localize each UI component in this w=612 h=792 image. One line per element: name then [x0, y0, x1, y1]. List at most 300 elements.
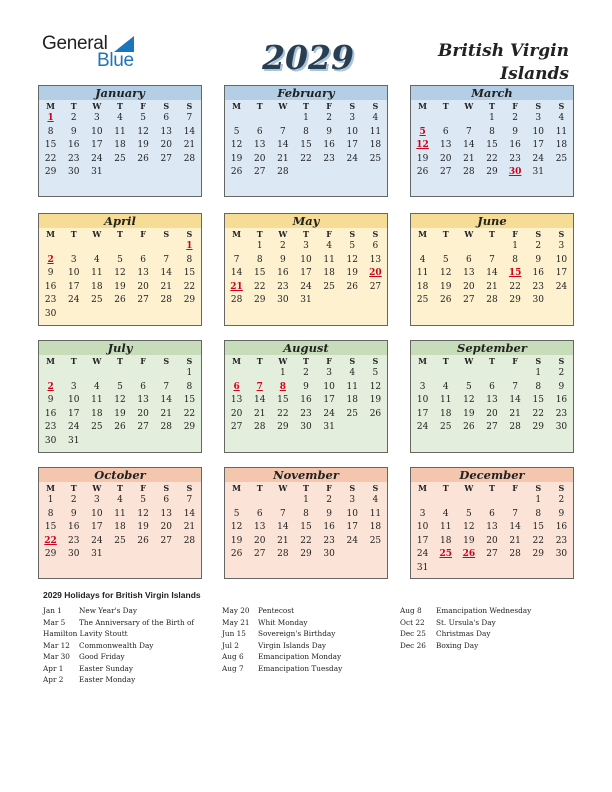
week-row [225, 394, 387, 408]
day-cell: 8 [256, 254, 263, 265]
week-row [39, 281, 201, 295]
weekday-header: T [442, 101, 449, 111]
week-row [39, 153, 201, 167]
day-cell: 23 [555, 535, 568, 546]
holiday-row [400, 640, 580, 652]
day-cell: 2 [558, 368, 565, 378]
day-cell: 16 [509, 140, 521, 150]
day-cell: 28 [463, 167, 475, 177]
weekday-header-row [39, 355, 201, 367]
day-cell: 13 [160, 508, 172, 519]
empty-day-cell [132, 367, 155, 381]
empty-day-cell [411, 367, 434, 381]
day-cell: 1 [303, 113, 309, 123]
day-cell: 19 [463, 535, 475, 546]
day-cell: 31 [67, 435, 80, 446]
day-cell: 5 [140, 495, 146, 505]
holiday-row [222, 628, 402, 640]
empty-day-cell [155, 166, 178, 180]
day-cell: 29 [183, 295, 196, 305]
day-cell: 12 [114, 395, 126, 405]
day-cell: 18 [439, 408, 452, 419]
day-cell: 15 [300, 140, 312, 150]
day-cell: 4 [419, 254, 426, 265]
day-cell: 18 [439, 535, 452, 546]
holiday-name: New Year's Day [79, 606, 138, 615]
day-cell: 31 [532, 167, 544, 177]
day-cell: 12 [230, 140, 243, 150]
week-row [225, 153, 387, 167]
day-cell: 30 [508, 167, 522, 177]
week-row [39, 267, 201, 281]
day-cell: 14 [509, 522, 521, 532]
weekday-header: M [418, 483, 427, 493]
week-row [225, 240, 387, 254]
holiday-date: Apr 1 [43, 663, 64, 673]
weekday-header: F [326, 356, 332, 366]
day-cell: 22 [277, 408, 289, 419]
day-cell: 20 [160, 140, 172, 150]
day-cell: 12 [137, 126, 149, 137]
day-cell: 17 [555, 268, 568, 278]
day-cell: 13 [230, 395, 243, 405]
month-january [38, 85, 202, 197]
weekday-header: S [186, 356, 193, 366]
holiday-name: The Anniversary of the Birth of [79, 617, 195, 627]
day-cell: 24 [416, 549, 429, 559]
day-cell: 5 [117, 254, 123, 265]
holiday-name: Emancipation Monday [258, 652, 342, 661]
weekday-header: S [349, 229, 356, 239]
holiday-row [222, 651, 402, 663]
day-cell: 15 [532, 395, 544, 405]
weekday-header: T [256, 356, 263, 366]
empty-day-cell [550, 166, 573, 180]
empty-day-cell [341, 421, 364, 435]
day-cell: 11 [91, 395, 103, 405]
weekday-header: S [372, 483, 379, 493]
day-cell: 13 [253, 522, 266, 532]
holiday-date: Dec 25 [400, 629, 426, 638]
day-cell: 4 [372, 495, 379, 505]
day-cell: 7 [279, 508, 286, 519]
weekday-header: F [326, 483, 332, 493]
day-cell: 15 [277, 395, 289, 405]
day-cell: 8 [535, 381, 542, 392]
weekday-header: W [464, 483, 474, 493]
day-cell: 15 [253, 268, 266, 278]
day-cell: 23 [532, 281, 544, 292]
empty-day-cell [457, 494, 480, 508]
empty-day-cell [62, 308, 85, 322]
empty-day-cell [225, 494, 248, 508]
day-cell: 24 [555, 281, 568, 292]
weekday-header-row [225, 228, 387, 240]
day-cell: 26 [114, 422, 126, 432]
day-cell: 27 [137, 422, 149, 432]
day-cell: 28 [277, 549, 289, 559]
day-cell: 3 [93, 113, 100, 123]
weekday-header: M [232, 101, 241, 111]
week-row [225, 408, 387, 422]
weekday-header: S [186, 101, 193, 111]
day-cell: 21 [183, 522, 196, 532]
week-row [411, 240, 573, 254]
empty-day-cell [39, 367, 62, 381]
day-cell: 10 [91, 126, 103, 137]
day-cell: 4 [372, 113, 379, 123]
weekday-header: W [464, 229, 474, 239]
weekday-header: S [535, 356, 542, 366]
weekday-header: M [46, 356, 55, 366]
weekday-header: W [92, 229, 102, 239]
empty-day-cell [108, 367, 131, 381]
empty-day-cell [155, 435, 178, 449]
day-cell: 16 [532, 268, 544, 278]
day-cell: 23 [67, 535, 80, 546]
day-cell: 16 [44, 281, 57, 292]
day-cell: 24 [323, 408, 335, 419]
empty-day-cell [457, 112, 480, 126]
weekday-header: S [558, 101, 565, 111]
day-cell: 21 [277, 153, 289, 164]
day-cell: 12 [463, 522, 475, 532]
day-cell: 7 [489, 254, 495, 265]
day-cell: 24 [300, 281, 312, 292]
day-cell: 28 [277, 167, 289, 177]
day-cell: 28 [253, 422, 266, 432]
holiday-name: Boxing Day [436, 640, 479, 650]
weekday-header: W [92, 356, 102, 366]
week-row [39, 367, 201, 381]
day-cell: 20 [253, 535, 266, 546]
weekday-header: T [489, 483, 495, 493]
holiday-row [222, 640, 402, 652]
day-cell: 27 [253, 167, 266, 177]
empty-day-cell [364, 421, 387, 435]
day-cell: 7 [163, 254, 170, 265]
day-cell: 9 [512, 126, 518, 137]
day-cell: 29 [300, 549, 312, 559]
day-cell: 11 [439, 395, 452, 405]
empty-day-cell [271, 494, 294, 508]
day-cell: 14 [230, 268, 243, 278]
holiday-date: Jun 15 [222, 629, 246, 638]
weekday-header: F [512, 483, 518, 493]
holiday-name: Pentecost [258, 606, 295, 615]
day-cell: 13 [486, 395, 498, 405]
day-cell: 14 [160, 395, 172, 405]
weekday-header-row [225, 482, 387, 494]
week-row [411, 381, 573, 395]
empty-day-cell [434, 494, 457, 508]
empty-day-cell [178, 308, 201, 322]
day-cell: 7 [233, 254, 240, 265]
empty-day-cell [504, 494, 527, 508]
weekday-header: M [46, 101, 55, 111]
weekday-header: M [418, 101, 427, 111]
day-cell: 3 [419, 381, 426, 392]
day-cell: 10 [67, 268, 80, 278]
week-row [39, 240, 201, 254]
day-cell: 3 [349, 495, 356, 505]
weekday-header: W [464, 101, 474, 111]
day-cell: 14 [509, 395, 521, 405]
day-cell: 1 [47, 495, 54, 505]
empty-day-cell [108, 548, 131, 562]
holiday-date: Jul 2 [222, 640, 239, 650]
weekday-header: T [303, 356, 309, 366]
week-row [225, 548, 387, 562]
day-cell: 20 [137, 408, 149, 419]
day-cell: 18 [555, 140, 568, 150]
day-cell: 12 [369, 381, 382, 392]
weekday-header: S [558, 229, 565, 239]
weekday-header: T [489, 229, 495, 239]
week-row [39, 521, 201, 535]
day-cell: 15 [508, 268, 522, 278]
day-cell: 15 [300, 522, 312, 532]
day-cell: 9 [326, 126, 332, 137]
day-cell: 22 [486, 153, 498, 164]
week-row [225, 494, 387, 508]
day-cell: 5 [442, 254, 449, 265]
weekday-header: W [92, 101, 102, 111]
day-cell: 19 [463, 408, 475, 419]
day-cell: 30 [555, 422, 568, 432]
day-cell: 21 [509, 535, 521, 546]
week-row [225, 367, 387, 381]
day-cell: 13 [463, 268, 475, 278]
day-cell: 27 [160, 153, 172, 164]
holiday-name: Emancipation Wednesday [436, 606, 532, 615]
day-cell: 27 [463, 295, 475, 305]
empty-day-cell [527, 562, 550, 576]
day-cell: 5 [465, 508, 472, 519]
day-cell: 26 [230, 167, 243, 177]
day-cell: 31 [416, 562, 429, 573]
day-cell: 8 [303, 508, 309, 519]
day-cell: 16 [67, 140, 80, 150]
month-may [224, 213, 388, 326]
holiday-date: May 20 [222, 606, 250, 615]
day-cell: 19 [137, 522, 149, 532]
empty-day-cell [225, 367, 248, 381]
empty-day-cell [155, 367, 178, 381]
weekday-header: M [46, 229, 55, 239]
day-cell: 19 [439, 281, 452, 292]
day-cell: 21 [463, 153, 475, 164]
weekday-header: S [349, 483, 356, 493]
weekday-header: T [117, 229, 123, 239]
day-cell: 10 [323, 381, 335, 392]
day-cell: 10 [300, 254, 312, 265]
month-june [410, 213, 574, 326]
week-row [225, 166, 387, 180]
week-row [411, 521, 573, 535]
day-cell: 11 [416, 268, 429, 278]
day-cell: 4 [442, 381, 449, 392]
day-cell: 30 [67, 167, 80, 177]
weekday-header: T [70, 229, 77, 239]
weekday-header: F [512, 101, 518, 111]
week-row [39, 421, 201, 435]
day-cell: 31 [323, 422, 335, 432]
day-cell: 15 [183, 395, 196, 405]
calendar-year: 2029 [262, 38, 354, 77]
logo-blue-text: Blue [97, 50, 134, 71]
day-cell: 10 [67, 395, 80, 405]
day-cell: 13 [137, 395, 149, 405]
day-cell: 29 [532, 422, 544, 432]
weekday-header: F [326, 229, 332, 239]
holiday-name: Easter Monday [79, 675, 136, 684]
day-cell: 20 [486, 408, 498, 419]
empty-day-cell [480, 240, 503, 254]
day-cell: 25 [439, 422, 452, 432]
week-row [411, 548, 573, 562]
empty-day-cell [550, 562, 573, 576]
weekday-header: M [232, 483, 241, 493]
day-cell: 16 [277, 268, 289, 278]
holiday-date: Aug 7 [222, 663, 244, 673]
weekday-header: S [558, 483, 565, 493]
month-name: May [225, 214, 387, 228]
day-cell: 24 [67, 295, 80, 305]
week-row [225, 139, 387, 153]
day-cell: 15 [183, 268, 196, 278]
day-cell: 30 [44, 308, 57, 319]
day-cell: 25 [416, 295, 429, 305]
day-cell: 9 [70, 126, 77, 137]
day-cell: 22 [509, 281, 521, 292]
day-cell: 23 [300, 408, 312, 419]
weekday-header: F [512, 229, 518, 239]
day-cell: 30 [44, 435, 57, 446]
country-line-2: Islands [500, 64, 569, 84]
day-cell: 6 [372, 241, 379, 251]
week-row [225, 294, 387, 308]
week-row [39, 294, 201, 308]
weekday-header: T [303, 101, 309, 111]
week-row [39, 535, 201, 549]
weekday-header: T [117, 101, 123, 111]
empty-day-cell [108, 435, 131, 449]
day-cell: 26 [463, 422, 475, 432]
holiday-row [43, 628, 223, 640]
day-cell: 15 [486, 140, 498, 150]
day-cell: 27 [137, 295, 149, 305]
day-cell: 5 [349, 241, 356, 251]
day-cell: 5 [372, 368, 379, 378]
day-cell: 29 [277, 422, 289, 432]
day-cell: 17 [300, 268, 312, 278]
day-cell: 19 [114, 281, 126, 292]
day-cell: 27 [230, 422, 243, 432]
day-cell: 8 [535, 508, 542, 519]
empty-day-cell [271, 112, 294, 126]
day-cell: 4 [349, 368, 356, 378]
weekday-header-row [411, 100, 573, 112]
day-cell: 8 [303, 126, 309, 137]
holiday-column [400, 605, 580, 651]
day-cell: 26 [369, 408, 382, 419]
day-cell: 8 [186, 254, 193, 265]
holiday-row [43, 640, 223, 652]
empty-day-cell [155, 308, 178, 322]
day-cell: 18 [346, 395, 358, 405]
week-row [225, 508, 387, 522]
empty-day-cell [132, 435, 155, 449]
empty-day-cell [132, 548, 155, 562]
week-row [411, 126, 573, 140]
empty-day-cell [248, 494, 271, 508]
day-cell: 21 [277, 535, 289, 546]
week-row [411, 267, 573, 281]
day-cell: 13 [137, 268, 149, 278]
day-cell: 2 [47, 381, 54, 392]
weekday-header: M [418, 356, 427, 366]
day-cell: 21 [160, 281, 172, 292]
day-cell: 3 [349, 113, 356, 123]
day-cell: 23 [44, 295, 57, 305]
day-cell: 6 [140, 381, 146, 392]
day-cell: 24 [67, 422, 80, 432]
empty-day-cell [434, 112, 457, 126]
month-april [38, 213, 202, 326]
day-cell: 22 [44, 153, 57, 164]
day-cell: 10 [346, 508, 358, 519]
weekday-header: W [278, 356, 288, 366]
day-cell: 24 [346, 535, 358, 546]
day-cell: 20 [369, 268, 382, 278]
day-cell: 5 [465, 381, 472, 392]
month-february [224, 85, 388, 197]
day-cell: 28 [509, 422, 521, 432]
day-cell: 14 [277, 140, 289, 150]
day-cell: 18 [114, 140, 126, 150]
weekday-header: T [303, 229, 309, 239]
week-row [225, 421, 387, 435]
weekday-header: M [232, 229, 241, 239]
day-cell: 27 [253, 549, 266, 559]
day-cell: 1 [303, 495, 309, 505]
empty-day-cell [248, 367, 271, 381]
week-row [411, 254, 573, 268]
holiday-name: Whit Monday [258, 617, 308, 627]
day-cell: 30 [277, 295, 289, 305]
day-cell: 31 [300, 295, 312, 305]
empty-day-cell [364, 166, 387, 180]
day-cell: 20 [230, 408, 243, 419]
day-cell: 24 [416, 422, 429, 432]
day-cell: 7 [512, 508, 518, 519]
day-cell: 1 [186, 368, 193, 378]
day-cell: 16 [323, 140, 335, 150]
empty-day-cell [480, 367, 503, 381]
weekday-header: T [303, 483, 309, 493]
empty-day-cell [504, 562, 527, 576]
day-cell: 14 [463, 140, 475, 150]
day-cell: 17 [346, 522, 358, 532]
day-cell: 7 [186, 113, 193, 123]
week-row [225, 381, 387, 395]
day-cell: 7 [186, 495, 193, 505]
week-row [39, 166, 201, 180]
day-cell: 20 [253, 153, 266, 164]
weekday-header: M [418, 229, 427, 239]
holiday-row [400, 617, 580, 629]
